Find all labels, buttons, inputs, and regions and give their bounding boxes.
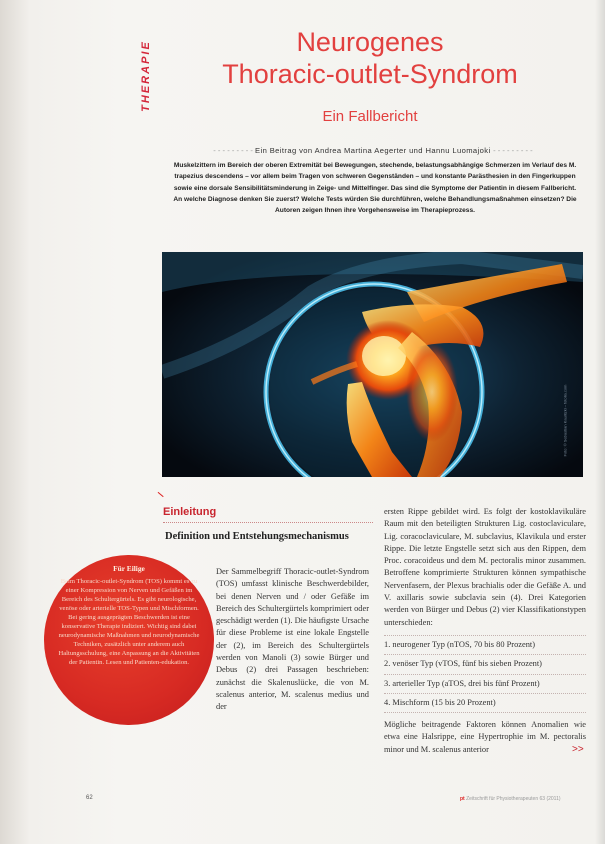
- image-credit: Foto: © Sebastian Kaulitzki – fotolia.com: [562, 384, 568, 457]
- byline-rule-right: - - - - - - - - -: [493, 146, 533, 155]
- footer-issue: 63 (2011): [539, 796, 561, 802]
- heading-definition: Definition und Entstehungsmechanismus: [165, 531, 349, 542]
- red-accent-mark: [157, 492, 163, 498]
- heading-rule: [163, 522, 373, 523]
- body-column-3-intro: ersten Rippe gebildet wird. Es folgt der kostoklavikuläre Raum mit den beteiligten Strukturen Lig. costoclaviculare, Lig. coracoclaviculare, M. subclavius, Klavikula und erster Rippe. Die letzte Engstelle setzt sich aus den Rippen, dem Proc. coracoideus und dem M. pectoralis minor zusammen. Betroffene komprimierte Strukturen können sympathische Nervenfasern, der Plexus brachialis oder die Gefäße A. und V. axillaris sowie subclavia sein (4). Drei Kategorien werden von Bürger und Debus (2) vier Klassifikationstypen unterschieden:: [384, 507, 586, 627]
- byline-rule-left: - - - - - - - - -: [213, 146, 256, 155]
- body-column-2: Der Sammelbegriff Thoracic-outlet-Syndrom (TOS) umfasst klinische Beschwerdebilder, bei denen Nerven und / oder Gefäße im Bereich des Schultergürtels komprimiert oder geschädigt werden (1). Die häufigste Ursache für diese Probleme ist eine lokale Engstelle der (2), im Bereich des Schultergürtels werden von Manoli (3) sowie Bürger und Debus (2) drei Passagen beschrieben: zunächst die Skalenuslücke, die von M. scalenus anterior, M. scalenus medius und der: [216, 567, 370, 712]
- lead-paragraph: Muskelzittern im Bereich der oberen Extremität bei Bewegungen, stechende, belastungsabhängige Schmerzen im Verlauf des M. trapezius descendens – vor allem beim Tragen von schweren Gegenständen – und konstante Parästhesien in den Fingerkuppen sowie eine dorsale Sensibilitätsminderung in Zeige- und Mittelfinger. Das sind die Symptome der Patientin in diesem Fallbericht. An welche Diagnose denken Sie zuerst? Welche Tests würden Sie durchführen, welche Behandlungsmaßnahmen einsetzen? Die Autoren zeigen Ihnen ihre Vorgehensweise im Therapieprozess.: [173, 162, 577, 215]
- title-line-1: Neurogenes: [296, 27, 444, 57]
- byline-text: Ein Beitrag von Andrea Martina Aegerter und Hannu Luomajoki: [255, 146, 491, 155]
- list-item: 4. Mischform (15 bis 20 Prozent): [384, 694, 586, 713]
- fuer-eilige-title: Für Eilige: [113, 564, 145, 573]
- fuer-eilige-box: [44, 555, 214, 725]
- byline: [163, 146, 583, 155]
- article-title: [210, 26, 530, 90]
- body-column-3-end: Mögliche beitragende Faktoren können Anomalien wie etwa eine Halsrippe, eine Hypertrophie im M. pectoralis minor und M. scalenus anterior: [384, 720, 586, 754]
- page-number: 62: [86, 795, 93, 801]
- body-column-3: [384, 506, 586, 756]
- section-label: THERAPIE: [140, 40, 152, 112]
- tos-type-list: [384, 635, 586, 713]
- article-subtitle: Ein Fallbericht: [322, 108, 418, 125]
- list-item: 3. arterieller Typ (aTOS, drei bis fünf Prozent): [384, 675, 586, 694]
- list-item: 1. neurogener Typ (nTOS, 70 bis 80 Prozent): [384, 635, 586, 655]
- shoulder-xray-photo: [162, 252, 583, 477]
- footer-journal: Zeitschrift für Physiotherapeuten: [466, 796, 539, 802]
- list-item: 2. venöser Typ (vTOS, fünf bis sieben Prozent): [384, 655, 586, 674]
- footer-mark: pt: [460, 796, 465, 802]
- heading-einleitung: Einleitung: [163, 506, 217, 518]
- fuer-eilige-text: Beim Thoracic-outlet-Syndrom (TOS) kommt es zu einer Kompression von Nerven und Gefäßen im Bereich des Schultergürtels. Es gibt neurologische, venöse oder arterielle TOS-Typen und Mischformen. Bei gering ausgeprägten Beschwerden ist eine konservative Therapie indiziert. Wichtig sind dabei neurodynamische Maßnahmen und neurodynamische Techniken, zusätzlich unter anderem auch Haltungsschulung, eine Anpassung an die Aktivitäten der Patientin. Lesen und Patienten-edukation.: [58, 578, 200, 666]
- title-line-2: Thoracic-outlet-Syndrom: [222, 59, 518, 89]
- page-footer: [460, 796, 561, 802]
- continue-arrow: >>: [572, 744, 584, 755]
